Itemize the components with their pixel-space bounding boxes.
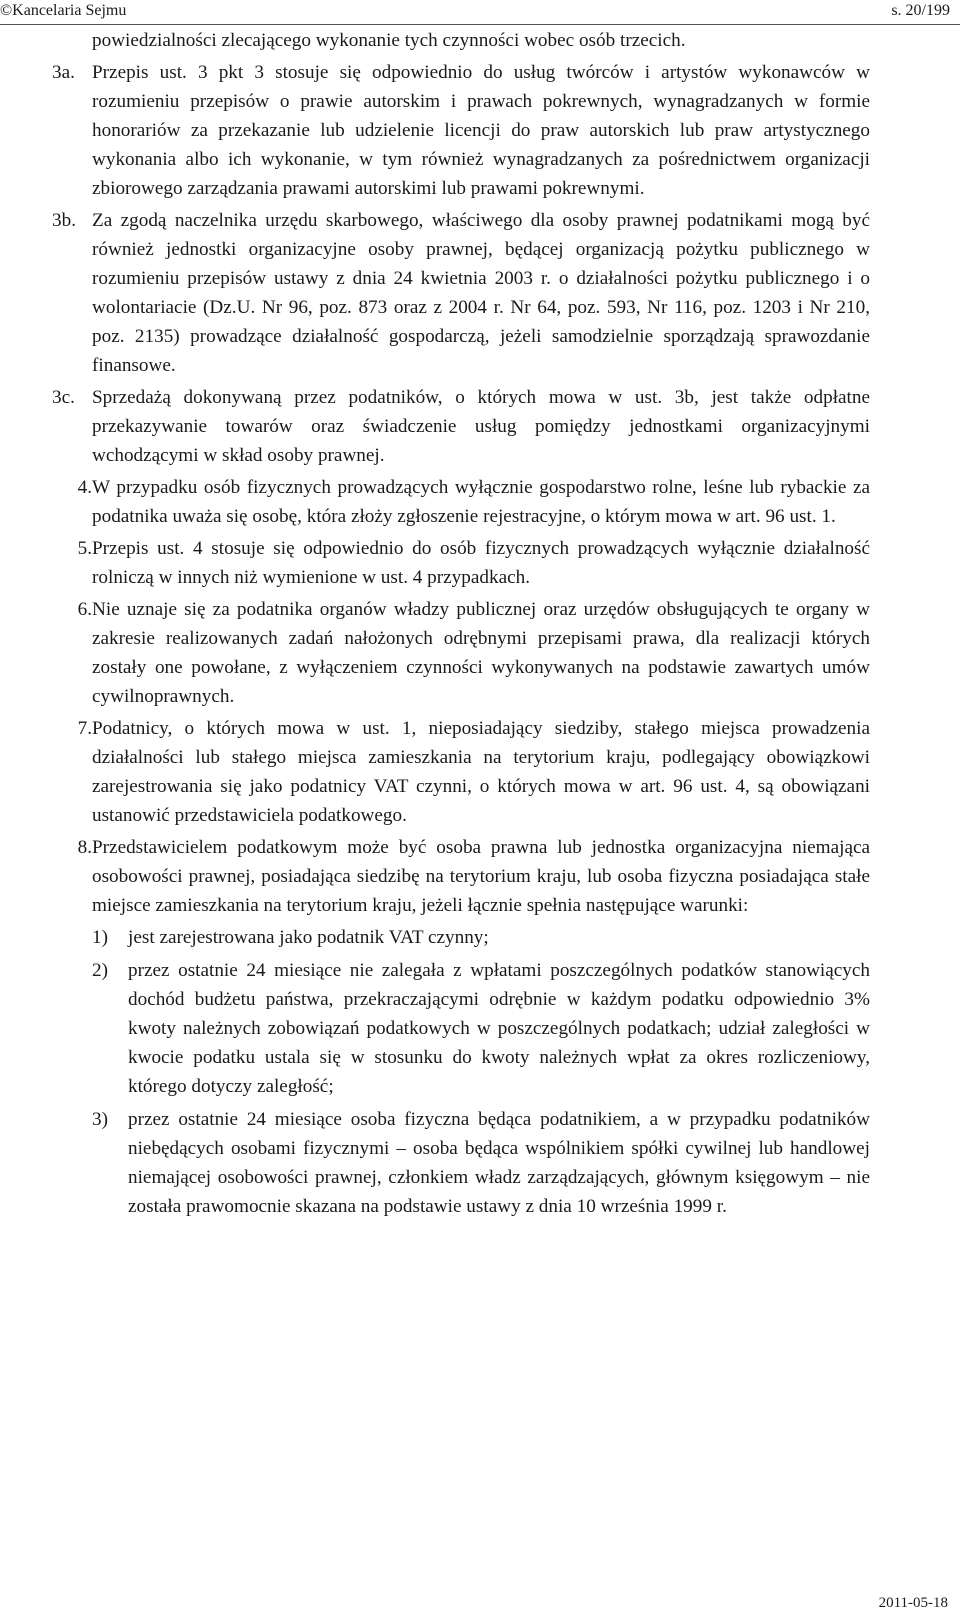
list-item xyxy=(92,956,870,1101)
paragraph-8 xyxy=(52,833,870,920)
paragraph-4 xyxy=(52,473,870,531)
paragraph-text: Przepis ust. 4 stosuje się odpowiednio do osób fizycznych prowadzących wyłącznie działalność rolniczą w innych niż wymienione w ust. 4 przypadkach. xyxy=(92,538,870,588)
paragraph-text: Nie uznaje się za podatnika organów władzy publicznej oraz urzędów obsługujących te organy w zakresie realizowanych zadań nałożonych odrębnymi przepisami prawa, dla realizacji których zostały one powołane, z wyłączeniem czynności wykonywanych na podstawie zawartych umów cywilnoprawnych. xyxy=(92,599,870,707)
paragraph-3c xyxy=(52,383,870,470)
paragraph-text: Za zgodą naczelnika urzędu skarbowego, właściwego dla osoby prawnej podatnikami mogą być również jednostki organizacyjne osoby prawnej, będącej organizacją pożytku publicznego w rozumieniu przepisów ustawy z dnia 24 kwietnia 2003 r. o działalności pożytku publicznego i o wolontariacie (Dz.U. Nr 96, poz. 873 oraz z 2004 r. Nr 64, poz. 593, Nr 116, poz. 1203 i Nr 210, poz. 2135) prowadzące działalność gospodarczą, jeżeli samodzielnie sporządzają sprawozdanie finansowe. xyxy=(92,210,870,376)
list-item-text: przez ostatnie 24 miesiące osoba fizyczna będąca podatnikiem, a w przypadku podatników niebędących osobami fizycznymi – osoba będąca wspólnikiem spółki cywilnej lub handlowej niemającej osobowości prawnej, członkiem władz zarządzających, głównym księgowym – nie została prawomocnie skazana na podstawie ustawy z dnia 10 września 1999 r. xyxy=(128,1109,870,1217)
paragraph-number: 5. xyxy=(77,538,92,559)
list-item-number: 2) xyxy=(92,960,108,981)
paragraph-number: 3a. xyxy=(52,62,75,83)
paragraph-continuation xyxy=(52,26,870,55)
paragraph-text: Przepis ust. 3 pkt 3 stosuje się odpowiednio do usług twórców i artystów wykonawców w rozumieniu przepisów o prawie autorskim i prawach pokrewnych, wynagradzanych w formie honorariów za przekazanie lub udzielenie licencji do praw autorskich lub praw artystycznego wykonania albo ich wykonanie, w tym również wynagradzanych za pośrednictwem organizacji zbiorowego zarządzania prawami autorskimi lub prawami pokrewnymi. xyxy=(92,62,870,199)
paragraph-text: Podatnicy, o których mowa w ust. 1, nieposiadający siedziby, stałego miejsca prowadzenia działalności lub stałego miejsca zamieszkania na terytorium kraju, podlegający obowiązkowi zarejestrowania się jako podatnicy VAT czynni, o których mowa w art. 96 ust. 4, są obowiązani ustanowić przedstawiciela podatkowego. xyxy=(92,718,870,826)
paragraph-number: 3c. xyxy=(52,387,75,408)
list-item-text: przez ostatnie 24 miesiące nie zalegała z wpłatami poszczególnych podatków stanowiących dochód budżetu państwa, przekraczającymi odrębnie w każdym podatku odpowiednio 3% kwoty należnych zobowiązań podatkowych w poszczególnych podatkach; udział zaległości w kwocie podatku ustala się w stosunku do kwoty należnych wpłat za okres rozliczeniowy, którego dotyczy zaległość; xyxy=(128,960,870,1097)
list-item xyxy=(92,923,870,952)
footer-date: 2011-05-18 xyxy=(878,1595,948,1611)
paragraph-text: powiedzialności zlecającego wykonanie tych czynności wobec osób trzecich. xyxy=(92,30,686,51)
paragraph-3a xyxy=(52,58,870,203)
paragraph-7 xyxy=(52,714,870,830)
paragraph-text: W przypadku osób fizycznych prowadzących wyłącznie gospodarstwo rolne, leśne lub rybackie za podatnika uważa się osobę, która złoży zgłoszenie rejestracyjne, o którym mowa w art. 96 ust. 1. xyxy=(92,477,870,527)
paragraph-6 xyxy=(52,595,870,711)
paragraph-5 xyxy=(52,534,870,592)
header-page-number: s. 20/199 xyxy=(891,2,950,19)
header-publisher: ©Kancelaria Sejmu xyxy=(0,2,127,19)
conditions-list xyxy=(52,923,870,1221)
paragraph-number: 4. xyxy=(77,477,92,498)
document-body xyxy=(52,26,870,1225)
paragraph-number: 8. xyxy=(77,837,92,858)
list-item-number: 3) xyxy=(92,1109,108,1130)
paragraph-text: Przedstawicielem podatkowym może być osoba prawna lub jednostka organizacyjna niemająca osobowości prawnej, posiadająca siedzibę na terytorium kraju, lub osoba fizyczna posiadająca stałe miejsce zamieszkania na terytorium kraju, jeżeli łącznie spełnia następujące warunki: xyxy=(92,837,870,916)
list-item-text: jest zarejestrowana jako podatnik VAT czynny; xyxy=(128,927,489,948)
header-divider xyxy=(0,24,960,25)
paragraph-number: 3b. xyxy=(52,210,76,231)
paragraph-number: 7. xyxy=(77,718,92,739)
paragraph-3b xyxy=(52,206,870,380)
paragraph-number: 6. xyxy=(77,599,92,620)
page-header xyxy=(0,0,960,24)
list-item xyxy=(92,1105,870,1221)
list-item-number: 1) xyxy=(92,927,108,948)
paragraph-text: Sprzedażą dokonywaną przez podatników, o których mowa w ust. 3b, jest także odpłatne przekazywanie towarów oraz świadczenie usług pomiędzy jednostkami organizacyjnymi wchodzącymi w skład osoby prawnej. xyxy=(92,387,870,466)
